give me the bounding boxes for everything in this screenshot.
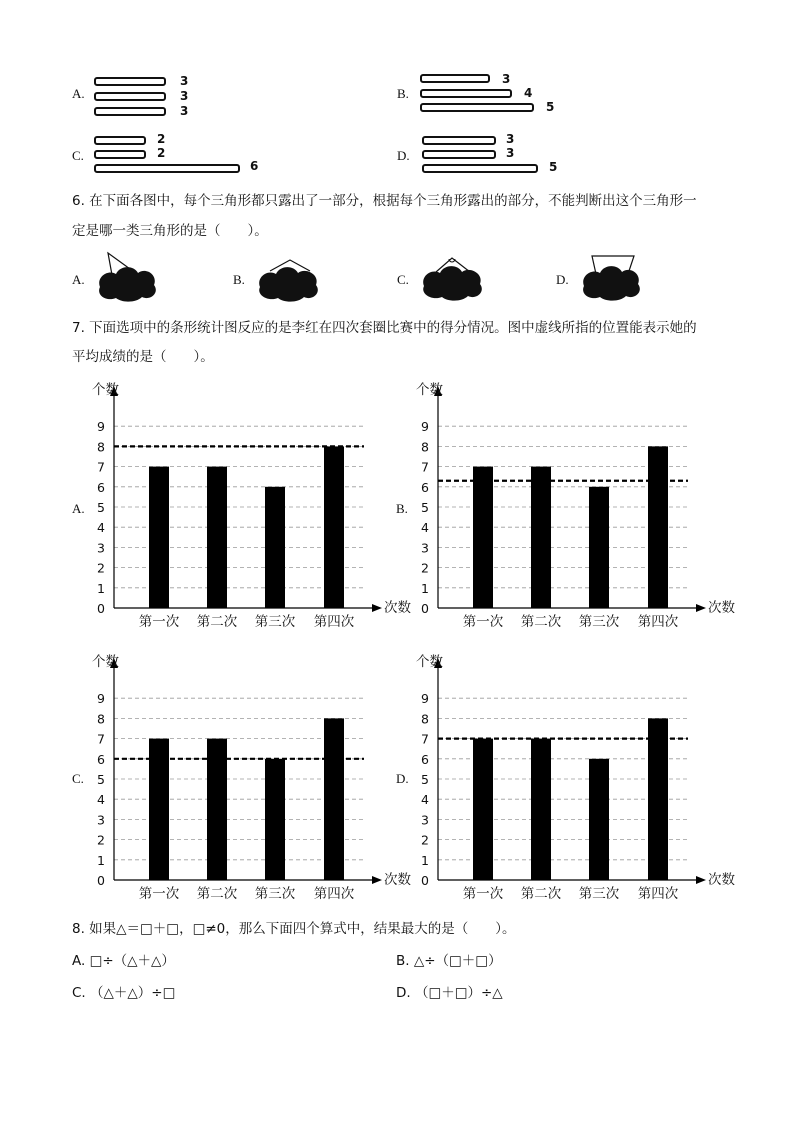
y-tick-label: 9: [421, 691, 429, 707]
y-tick-label: 3: [421, 812, 429, 828]
x-axis-arrow: [372, 876, 382, 884]
x-tick-label: 第一次: [462, 614, 504, 630]
y-tick-label: 5: [97, 772, 105, 787]
y-tick-label: 9: [97, 419, 105, 435]
q7-chart-d: [408, 650, 735, 912]
q7-chart-a: [84, 378, 411, 640]
x-tick-label: 第一次: [138, 614, 180, 630]
x-tick-label: 第三次: [254, 886, 296, 902]
q8-option-d-text: （□＋□）÷△: [414, 985, 503, 1001]
y-tick-label: 8: [421, 439, 429, 455]
q7-stem-line-2: 平均成绩的是（ ）。: [72, 349, 214, 365]
y-tick-label: 9: [97, 691, 105, 707]
q7-chart-b-letter: B.: [396, 501, 408, 516]
bar-第一次: [149, 467, 169, 608]
q8-option-c-text: （△＋△）÷□: [90, 985, 176, 1001]
y-axis-label: 个数: [416, 382, 443, 398]
x-axis-label: 次数: [384, 872, 411, 888]
q8-option-c-letter: C.: [72, 985, 86, 1001]
bar-第四次: [648, 446, 668, 608]
q5-a-stick-1-label: 3: [180, 74, 189, 88]
q6-option-b-cloud-triangle: [254, 255, 324, 305]
x-tick-label: 第二次: [196, 614, 238, 630]
bar-第三次: [589, 487, 609, 608]
x-axis-label: 次数: [384, 600, 411, 616]
bar-第四次: [324, 718, 344, 880]
q5-a-stick-2-label: 3: [180, 89, 189, 103]
q5-c-stick-1-label: 2: [157, 132, 166, 146]
y-tick-label: 9: [421, 419, 429, 435]
y-tick-label: 2: [421, 832, 429, 848]
x-tick-label: 第四次: [313, 614, 355, 630]
q8-option-a-text: □÷（△＋△）: [89, 953, 175, 969]
y-tick-label: 0: [97, 873, 105, 888]
y-tick-label: 2: [97, 560, 105, 576]
bar-第一次: [473, 467, 493, 608]
y-axis-label: 个数: [92, 654, 119, 670]
q5-d-stick-3-label: 5: [549, 160, 558, 174]
q8-option-a: [72, 950, 175, 972]
y-tick-label: 4: [97, 792, 105, 808]
y-tick-label: 5: [97, 500, 105, 515]
q8-option-a-letter: A.: [72, 953, 86, 969]
x-tick-label: 第四次: [637, 886, 679, 902]
q5-option-a-letter: A.: [72, 86, 85, 101]
y-tick-label: 7: [97, 731, 105, 747]
y-tick-label: 5: [421, 500, 429, 515]
q7-chart-c-letter: C.: [72, 771, 84, 786]
q8-option-d-letter: D.: [396, 985, 411, 1001]
q7-stem-line-1: 7. 下面选项中的条形统计图反应的是李红在四次套圈比赛中的得分情况。图中虚线所指的位置能表示她的: [72, 320, 697, 336]
bar-第三次: [265, 487, 285, 608]
q5-c-stick-3-label: 6: [250, 159, 259, 173]
q8-option-d: [396, 982, 503, 1004]
x-tick-label: 第三次: [578, 886, 620, 902]
y-tick-label: 2: [97, 832, 105, 848]
q8-stem: 8. 如果△＝□＋□，□≠0，那么下面四个算式中，结果最大的是（ ）。: [72, 921, 516, 937]
q6-option-b-letter: B.: [233, 272, 245, 287]
y-tick-label: 0: [421, 873, 429, 888]
x-tick-label: 第二次: [520, 614, 562, 630]
x-tick-label: 第二次: [196, 886, 238, 902]
q7-chart-b: [408, 378, 735, 640]
bar-第三次: [589, 759, 609, 880]
bar-第二次: [207, 467, 227, 608]
y-tick-label: 6: [421, 751, 429, 767]
q5-option-d-sticks: [418, 132, 548, 178]
x-tick-label: 第四次: [313, 886, 355, 902]
q5-option-c-letter: C.: [72, 148, 84, 163]
q6-stem-line-1: 6. 在下面各图中，每个三角形都只露出了一部分，根据每个三角形露出的部分，不能判断出这个三角形一: [72, 193, 697, 209]
y-tick-label: 0: [421, 601, 429, 616]
y-tick-label: 1: [97, 580, 105, 596]
y-tick-label: 4: [421, 792, 429, 808]
y-tick-label: 1: [421, 852, 429, 868]
y-tick-label: 8: [97, 711, 105, 727]
y-axis-label: 个数: [416, 654, 443, 670]
q8-option-b: [396, 950, 502, 972]
q5-option-c-sticks: [92, 132, 252, 178]
x-axis-arrow: [696, 876, 706, 884]
q6-option-d-cloud-triangle: [578, 250, 644, 306]
y-tick-label: 1: [97, 852, 105, 868]
y-tick-label: 8: [97, 439, 105, 455]
bar-第二次: [531, 467, 551, 608]
q5-d-stick-2-label: 3: [506, 146, 515, 160]
x-tick-label: 第四次: [637, 614, 679, 630]
q6-stem-line-2: 定是哪一类三角形的是（ ）。: [72, 223, 268, 239]
q7-chart-c: [84, 650, 411, 912]
y-tick-label: 4: [421, 520, 429, 536]
q5-option-b-letter: B.: [397, 86, 409, 101]
y-tick-label: 3: [421, 540, 429, 556]
q6-option-a-letter: A.: [72, 272, 85, 287]
q5-b-stick-2-label: 4: [524, 86, 533, 100]
q5-b-stick-1-label: 3: [502, 72, 511, 86]
x-axis-label: 次数: [708, 872, 735, 888]
x-tick-label: 第三次: [254, 614, 296, 630]
y-tick-label: 2: [421, 560, 429, 576]
bar-第二次: [531, 739, 551, 880]
y-tick-label: 3: [97, 812, 105, 828]
x-tick-label: 第二次: [520, 886, 562, 902]
y-tick-label: 8: [421, 711, 429, 727]
x-tick-label: 第三次: [578, 614, 620, 630]
bar-第四次: [648, 718, 668, 880]
q5-a-stick-3-label: 3: [180, 104, 189, 118]
y-tick-label: 5: [421, 772, 429, 787]
q7-chart-d-letter: D.: [396, 771, 409, 786]
q6-option-a-cloud-triangle: [94, 245, 160, 305]
bar-第一次: [473, 739, 493, 880]
x-axis-label: 次数: [708, 600, 735, 616]
y-tick-label: 6: [421, 479, 429, 495]
x-tick-label: 第一次: [462, 886, 504, 902]
q5-b-stick-3-label: 5: [546, 100, 555, 114]
q5-d-stick-1-label: 3: [506, 132, 515, 146]
y-tick-label: 0: [97, 601, 105, 616]
q6-option-c-cloud-triangle: [418, 252, 488, 304]
y-axis-label: 个数: [92, 382, 119, 398]
x-axis-arrow: [372, 604, 382, 612]
q6-option-d-letter: D.: [556, 272, 569, 287]
q7-chart-a-letter: A.: [72, 501, 85, 516]
bar-第三次: [265, 759, 285, 880]
q8-option-c: [72, 982, 175, 1004]
bar-第四次: [324, 446, 344, 608]
x-axis-arrow: [696, 604, 706, 612]
y-tick-label: 7: [421, 731, 429, 747]
q8-option-b-text: △÷（□＋□）: [413, 953, 502, 969]
y-tick-label: 3: [97, 540, 105, 556]
x-tick-label: 第一次: [138, 886, 180, 902]
y-tick-label: 4: [97, 520, 105, 536]
q5-c-stick-2-label: 2: [157, 146, 166, 160]
y-tick-label: 7: [97, 459, 105, 475]
y-tick-label: 1: [421, 580, 429, 596]
q6-option-c-letter: C.: [397, 272, 409, 287]
q5-option-d-letter: D.: [397, 148, 410, 163]
y-tick-label: 7: [421, 459, 429, 475]
y-tick-label: 6: [97, 479, 105, 495]
q8-option-b-letter: B.: [396, 953, 410, 969]
y-tick-label: 6: [97, 751, 105, 767]
